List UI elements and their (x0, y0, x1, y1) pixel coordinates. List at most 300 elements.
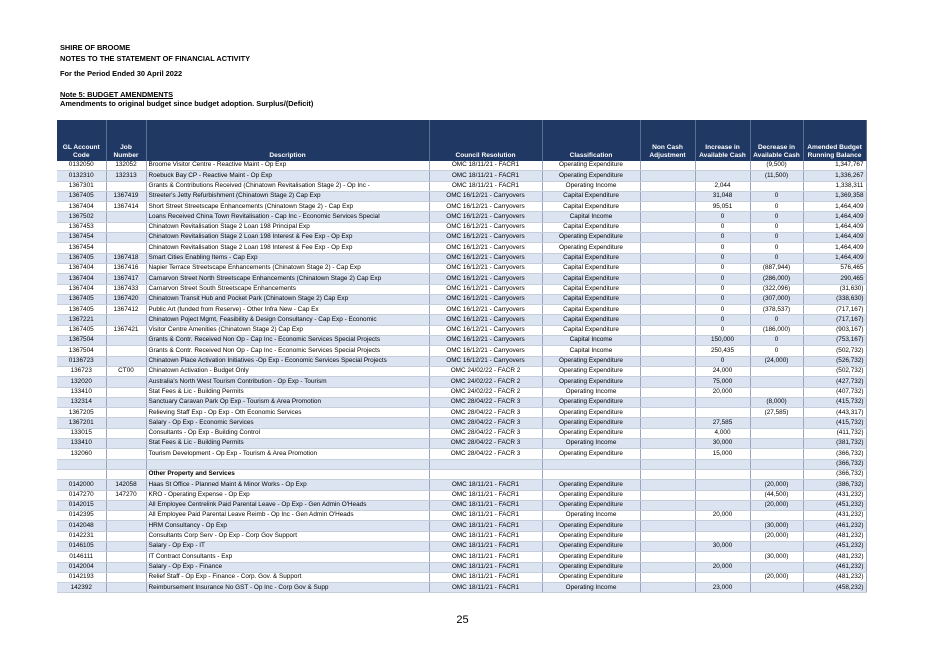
cell-description: Consultants - Op Exp - Building Control (146, 428, 429, 438)
cell-classification: Capital Expenditure (542, 284, 640, 294)
cell-council-resolution: OMC 24/02/22 - FACR 2 (429, 377, 542, 387)
cell-increase (695, 408, 750, 418)
col-gl-account: GL Account Code (57, 120, 106, 161)
cell-council-resolution: OMC 16/12/21 - Carryovers (429, 305, 542, 315)
cell-increase: 75,000 (695, 377, 750, 387)
cell-council-resolution: OMC 28/04/22 - FACR 3 (429, 397, 542, 407)
cell-decrease (750, 469, 803, 479)
cell-balance: (451,232) (803, 500, 866, 510)
cell-description: Chinatown Revitalisation Stage 2 Loan 198 Principal Exp (146, 222, 429, 232)
cell-job-number (106, 469, 146, 479)
table-row (57, 181, 866, 191)
cell-job-number (106, 408, 146, 418)
table-row (57, 212, 866, 222)
cell-gl-code: 1367405 (57, 294, 106, 304)
cell-gl-code (57, 459, 106, 469)
cell-non-cash (640, 572, 695, 582)
cell-non-cash (640, 408, 695, 418)
cell-description: IT Contract Consultants - Exp (146, 552, 429, 562)
cell-increase (695, 572, 750, 582)
cell-classification: Capital Expenditure (542, 202, 640, 212)
col-classification: Classification (542, 120, 640, 161)
table-row (57, 541, 866, 551)
cell-decrease: (27,585) (750, 408, 803, 418)
cell-decrease: 0 (750, 233, 803, 243)
cell-balance: (366,732) (803, 459, 866, 469)
cell-increase (695, 397, 750, 407)
note-subtitle: Amendments to original budget since budget adoption. Surplus/(Deficit) (60, 99, 314, 108)
cell-non-cash (640, 202, 695, 212)
cell-description: KRO - Operating Expense - Op Exp (146, 490, 429, 500)
cell-decrease: 0 (750, 336, 803, 346)
table-row (57, 521, 866, 531)
cell-description: Smart Cities Enabling Items - Cap Exp (146, 253, 429, 263)
cell-job-number: 1367419 (106, 191, 146, 201)
cell-gl-code: 133015 (57, 428, 106, 438)
cell-non-cash (640, 583, 695, 593)
cell-description: Broome Visitor Centre - Reactive Maint - Op Exp (146, 161, 429, 171)
org-name: SHIRE OF BROOME (60, 43, 131, 52)
cell-classification: Operating Income (542, 439, 640, 449)
cell-increase: 0 (695, 253, 750, 263)
cell-balance: (407,732) (803, 387, 866, 397)
cell-gl-code: 1367454 (57, 233, 106, 243)
cell-decrease: 0 (750, 253, 803, 263)
cell-balance: (443,317) (803, 408, 866, 418)
cell-balance: 1,464,409 (803, 222, 866, 232)
cell-job-number (106, 511, 146, 521)
cell-job-number: 1367418 (106, 253, 146, 263)
cell-non-cash (640, 161, 695, 171)
cell-council-resolution (429, 469, 542, 479)
cell-council-resolution: OMC 24/02/22 - FACR 2 (429, 366, 542, 376)
cell-decrease: (186,000) (750, 325, 803, 335)
cell-non-cash (640, 284, 695, 294)
cell-description: Short Street Streetscape Enhancements (Chinatown Stage 2) - Cap Exp (146, 202, 429, 212)
table-row (57, 191, 866, 201)
cell-decrease: (11,500) (750, 171, 803, 181)
cell-classification: Operating Expenditure (542, 233, 640, 243)
cell-council-resolution: OMC 18/11/21 - FACR1 (429, 521, 542, 531)
table-row (57, 428, 866, 438)
cell-balance: (461,232) (803, 562, 866, 572)
cell-non-cash (640, 531, 695, 541)
cell-balance: (415,732) (803, 418, 866, 428)
table-row (57, 366, 866, 376)
cell-balance: (431,232) (803, 490, 866, 500)
cell-job-number (106, 521, 146, 531)
cell-balance: (481,232) (803, 572, 866, 582)
cell-increase: 15,000 (695, 449, 750, 459)
table-row (57, 284, 866, 294)
cell-non-cash (640, 191, 695, 201)
cell-decrease: (30,000) (750, 552, 803, 562)
table-row (57, 387, 866, 397)
cell-gl-code: 1367405 (57, 253, 106, 263)
cell-gl-code: 132314 (57, 397, 106, 407)
cell-classification: Operating Expenditure (542, 366, 640, 376)
cell-decrease (750, 511, 803, 521)
cell-non-cash (640, 377, 695, 387)
col-council-resolution: Council Resolution (429, 120, 542, 161)
cell-non-cash (640, 387, 695, 397)
cell-description: Grants & Contr. Received Non Op - Cap Inc - Economic Services Special Projects (146, 346, 429, 356)
cell-council-resolution: OMC 18/11/21 - FACR1 (429, 490, 542, 500)
cell-gl-code: 1367404 (57, 202, 106, 212)
cell-job-number (106, 346, 146, 356)
cell-job-number: 132052 (106, 161, 146, 171)
cell-balance: (366,732) (803, 469, 866, 479)
cell-increase: 0 (695, 294, 750, 304)
cell-job-number: 1367416 (106, 263, 146, 273)
cell-description: Salary - Op Exp - Economic Services (146, 418, 429, 428)
table-row (57, 562, 866, 572)
col-decrease: Decrease in Available Cash (750, 120, 803, 161)
cell-balance: (411,732) (803, 428, 866, 438)
table-row (57, 449, 866, 459)
cell-non-cash (640, 366, 695, 376)
cell-gl-code: 1367454 (57, 243, 106, 253)
cell-non-cash (640, 181, 695, 191)
cell-classification: Operating Expenditure (542, 397, 640, 407)
cell-increase: 0 (695, 305, 750, 315)
cell-classification: Operating Expenditure (542, 408, 640, 418)
cell-non-cash (640, 243, 695, 253)
table-row (57, 336, 866, 346)
cell-increase: 0 (695, 233, 750, 243)
cell-classification: Operating Expenditure (542, 171, 640, 181)
cell-increase: 0 (695, 356, 750, 366)
cell-classification: Operating Expenditure (542, 552, 640, 562)
table-row (57, 263, 866, 273)
cell-gl-code: 1367502 (57, 212, 106, 222)
cell-increase (695, 552, 750, 562)
cell-classification: Capital Income (542, 212, 640, 222)
cell-non-cash (640, 521, 695, 531)
cell-council-resolution: OMC 18/11/21 - FACR1 (429, 181, 542, 191)
table-row (57, 253, 866, 263)
cell-gl-code: 132020 (57, 377, 106, 387)
cell-gl-code: 1367405 (57, 191, 106, 201)
period: For the Period Ended 30 April 2022 (60, 69, 183, 78)
cell-balance: (415,732) (803, 397, 866, 407)
cell-non-cash (640, 397, 695, 407)
cell-council-resolution: OMC 18/11/21 - FACR1 (429, 531, 542, 541)
cell-gl-code: 0142004 (57, 562, 106, 572)
cell-non-cash (640, 305, 695, 315)
cell-council-resolution: OMC 28/04/22 - FACR 3 (429, 418, 542, 428)
cell-classification: Capital Expenditure (542, 222, 640, 232)
table-row (57, 233, 866, 243)
cell-description: Reimbursement Insurance No GST - Op Inc - Corp Gov & Supp (146, 583, 429, 593)
cell-balance: (502,732) (803, 346, 866, 356)
table-row (57, 356, 866, 366)
cell-description: Chinatown Transit Hub and Pocket Park (Chinatown Stage 2) Cap Exp (146, 294, 429, 304)
cell-council-resolution: OMC 16/12/21 - Carryovers (429, 294, 542, 304)
cell-gl-code: 0132050 (57, 161, 106, 171)
cell-decrease: 0 (750, 191, 803, 201)
cell-job-number (106, 418, 146, 428)
cell-council-resolution: OMC 18/11/21 - FACR1 (429, 511, 542, 521)
cell-classification: Capital Expenditure (542, 274, 640, 284)
cell-balance: (427,732) (803, 377, 866, 387)
cell-council-resolution (429, 459, 542, 469)
cell-gl-code: 133410 (57, 387, 106, 397)
cell-description: Other Property and Services (146, 469, 429, 479)
cell-classification: Capital Expenditure (542, 315, 640, 325)
cell-non-cash (640, 356, 695, 366)
table-row (57, 418, 866, 428)
cell-increase (695, 459, 750, 469)
cell-classification: Operating Expenditure (542, 500, 640, 510)
table-row (57, 202, 866, 212)
cell-increase (695, 171, 750, 181)
cell-gl-code: 133410 (57, 439, 106, 449)
cell-non-cash (640, 552, 695, 562)
table-row (57, 480, 866, 490)
cell-job-number (106, 336, 146, 346)
cell-balance: (451,232) (803, 541, 866, 551)
cell-job-number (106, 356, 146, 366)
cell-decrease: (20,000) (750, 572, 803, 582)
cell-non-cash (640, 274, 695, 284)
cell-job-number (106, 397, 146, 407)
cell-balance: 290,465 (803, 274, 866, 284)
cell-description: Streeter's Jetty Refurbishment (Chinatown Stage 2) Cap Exp (146, 191, 429, 201)
cell-classification: Operating Expenditure (542, 480, 640, 490)
cell-increase: 0 (695, 315, 750, 325)
cell-non-cash (640, 212, 695, 222)
cell-gl-code: 0142015 (57, 500, 106, 510)
cell-job-number (106, 243, 146, 253)
cell-council-resolution: OMC 18/11/21 - FACR1 (429, 583, 542, 593)
table-row (57, 583, 866, 593)
cell-description: Relieving Staff Exp - Op Exp - Oth Economic Services (146, 408, 429, 418)
cell-classification: Capital Income (542, 346, 640, 356)
cell-increase (695, 469, 750, 479)
table-row (57, 294, 866, 304)
cell-classification: Operating Income (542, 583, 640, 593)
table-row (57, 274, 866, 284)
table-row (57, 459, 866, 469)
cell-gl-code: 1367201 (57, 418, 106, 428)
cell-decrease: (8,000) (750, 397, 803, 407)
note-title: Note 5: BUDGET AMENDMENTS (60, 90, 174, 99)
cell-gl-code: 0142395 (57, 511, 106, 521)
cell-increase (695, 500, 750, 510)
cell-increase: 20,000 (695, 562, 750, 572)
cell-non-cash (640, 222, 695, 232)
cell-decrease: 0 (750, 222, 803, 232)
cell-decrease (750, 459, 803, 469)
cell-balance: 1,336,267 (803, 171, 866, 181)
cell-gl-code: 0136723 (57, 356, 106, 366)
cell-description: Chinatown Revitalisation Stage 2 Loan 198 Interest & Fee Exp - Op Exp (146, 233, 429, 243)
col-job-number: Job Number (106, 120, 146, 161)
cell-council-resolution: OMC 16/12/21 - Carryovers (429, 202, 542, 212)
cell-non-cash (640, 325, 695, 335)
cell-non-cash (640, 253, 695, 263)
table-row (57, 511, 866, 521)
cell-job-number (106, 572, 146, 582)
cell-non-cash (640, 490, 695, 500)
cell-balance: (481,232) (803, 531, 866, 541)
cell-classification: Operating Expenditure (542, 356, 640, 366)
cell-decrease (750, 377, 803, 387)
cell-non-cash (640, 171, 695, 181)
cell-balance: (31,630) (803, 284, 866, 294)
cell-increase: 23,000 (695, 583, 750, 593)
cell-description: Napier Terrace Streetscape Enhancements (Chinatown Stage 2) - Cap Exp (146, 263, 429, 273)
cell-job-number (106, 541, 146, 551)
cell-balance: (381,732) (803, 439, 866, 449)
cell-balance: 1,464,409 (803, 202, 866, 212)
cell-increase: 150,000 (695, 336, 750, 346)
cell-balance: (338,630) (803, 294, 866, 304)
cell-increase: 30,000 (695, 439, 750, 449)
cell-description: Stat Fees & Lic - Building Permits (146, 439, 429, 449)
cell-gl-code: 1367404 (57, 274, 106, 284)
cell-description: Haas St Office - Planned Maint & Minor Works - Op Exp (146, 480, 429, 490)
page-number: 25 (456, 614, 469, 626)
cell-non-cash (640, 469, 695, 479)
cell-non-cash (640, 418, 695, 428)
cell-council-resolution: OMC 28/04/22 - FACR 3 (429, 449, 542, 459)
cell-decrease: (20,000) (750, 531, 803, 541)
cell-decrease: (286,000) (750, 274, 803, 284)
cell-increase: 95,051 (695, 202, 750, 212)
cell-non-cash (640, 449, 695, 459)
cell-council-resolution: OMC 28/04/22 - FACR 3 (429, 439, 542, 449)
cell-classification: Operating Income (542, 181, 640, 191)
cell-gl-code (57, 469, 106, 479)
cell-description: Salary - Op Exp - Finance (146, 562, 429, 572)
cell-gl-code: 136723 (57, 366, 106, 376)
cell-decrease (750, 583, 803, 593)
table-row (57, 171, 866, 181)
cell-classification: Operating Expenditure (542, 243, 640, 253)
cell-gl-code: 1367504 (57, 336, 106, 346)
cell-job-number (106, 583, 146, 593)
cell-description: Salary - Op Exp - IT (146, 541, 429, 551)
cell-classification: Capital Expenditure (542, 253, 640, 263)
cell-gl-code: 0142000 (57, 480, 106, 490)
cell-job-number: 1367420 (106, 294, 146, 304)
cell-non-cash (640, 511, 695, 521)
cell-increase: 30,000 (695, 541, 750, 551)
cell-job-number: 1367412 (106, 305, 146, 315)
cell-non-cash (640, 294, 695, 304)
cell-decrease (750, 449, 803, 459)
cell-decrease: (20,000) (750, 500, 803, 510)
cell-balance: (717,167) (803, 315, 866, 325)
cell-non-cash (640, 439, 695, 449)
cell-council-resolution: OMC 16/12/21 - Carryovers (429, 356, 542, 366)
cell-council-resolution: OMC 16/12/21 - Carryovers (429, 191, 542, 201)
cell-job-number (106, 377, 146, 387)
table-row (57, 325, 866, 335)
cell-council-resolution: OMC 24/02/22 - FACR 2 (429, 387, 542, 397)
cell-increase: 250,435 (695, 346, 750, 356)
cell-balance: (717,167) (803, 305, 866, 315)
cell-description: Sanctuary Caravan Park Op Exp - Tourism & Area Promotion (146, 397, 429, 407)
cell-job-number (106, 459, 146, 469)
cell-classification: Capital Expenditure (542, 305, 640, 315)
cell-job-number: 132313 (106, 171, 146, 181)
cell-council-resolution: OMC 16/12/21 - Carryovers (429, 253, 542, 263)
cell-description: Visitor Centre Amenities (Chinatown Stage 2) Cap Exp (146, 325, 429, 335)
cell-council-resolution: OMC 16/12/21 - Carryovers (429, 274, 542, 284)
table-row (57, 397, 866, 407)
cell-classification: Operating Expenditure (542, 531, 640, 541)
cell-decrease (750, 418, 803, 428)
cell-non-cash (640, 541, 695, 551)
cell-council-resolution: OMC 18/11/21 - FACR1 (429, 562, 542, 572)
cell-description: Carnarvon Street North Streetscape Enhancements (Chinatown Stage 2) Cap Exp (146, 274, 429, 284)
cell-council-resolution: OMC 18/11/21 - FACR1 (429, 480, 542, 490)
cell-increase: 20,000 (695, 387, 750, 397)
cell-balance: 1,464,409 (803, 243, 866, 253)
cell-balance: 1,347,767 (803, 161, 866, 171)
cell-decrease: 0 (750, 346, 803, 356)
table-row (57, 305, 866, 315)
cell-description: Tourism Development - Op Exp - Tourism & Area Promotion (146, 449, 429, 459)
cell-classification: Operating Expenditure (542, 490, 640, 500)
cell-classification: Operating Income (542, 387, 640, 397)
col-description: Description (146, 120, 429, 161)
cell-classification: Operating Expenditure (542, 161, 640, 171)
cell-job-number (106, 315, 146, 325)
cell-description: Loans Received China Town Revitalisation - Cap Inc - Economic Services Special (146, 212, 429, 222)
cell-balance: 1,338,311 (803, 181, 866, 191)
cell-decrease: (20,000) (750, 480, 803, 490)
budget-amendments-table (57, 120, 867, 593)
cell-non-cash (640, 233, 695, 243)
cell-gl-code: 132060 (57, 449, 106, 459)
cell-council-resolution: OMC 16/12/21 - Carryovers (429, 284, 542, 294)
cell-non-cash (640, 346, 695, 356)
cell-description (146, 459, 429, 469)
cell-classification: Capital Expenditure (542, 191, 640, 201)
cell-increase: 24,000 (695, 366, 750, 376)
cell-balance: (461,232) (803, 521, 866, 531)
cell-increase: 0 (695, 243, 750, 253)
cell-balance: (502,732) (803, 366, 866, 376)
cell-description: Chinatown Poject Mgmt, Feasibility & Design Consultancy - Cap Exp - Economic (146, 315, 429, 325)
table-row (57, 469, 866, 479)
cell-gl-code: 142392 (57, 583, 106, 593)
cell-decrease (750, 562, 803, 572)
cell-classification: Operating Expenditure (542, 521, 640, 531)
table-row (57, 408, 866, 418)
cell-classification: Operating Expenditure (542, 541, 640, 551)
cell-increase (695, 480, 750, 490)
cell-job-number (106, 439, 146, 449)
table-row (57, 222, 866, 232)
cell-decrease: (307,000) (750, 294, 803, 304)
table-row (57, 531, 866, 541)
cell-job-number (106, 233, 146, 243)
table-row (57, 161, 866, 171)
cell-increase (695, 490, 750, 500)
cell-non-cash (640, 315, 695, 325)
cell-classification: Capital Expenditure (542, 325, 640, 335)
cell-decrease: (887,944) (750, 263, 803, 273)
cell-description: HRM Consultancy - Op Exp (146, 521, 429, 531)
cell-job-number: 1367433 (106, 284, 146, 294)
cell-job-number: CT00 (106, 366, 146, 376)
cell-increase: 31,048 (695, 191, 750, 201)
